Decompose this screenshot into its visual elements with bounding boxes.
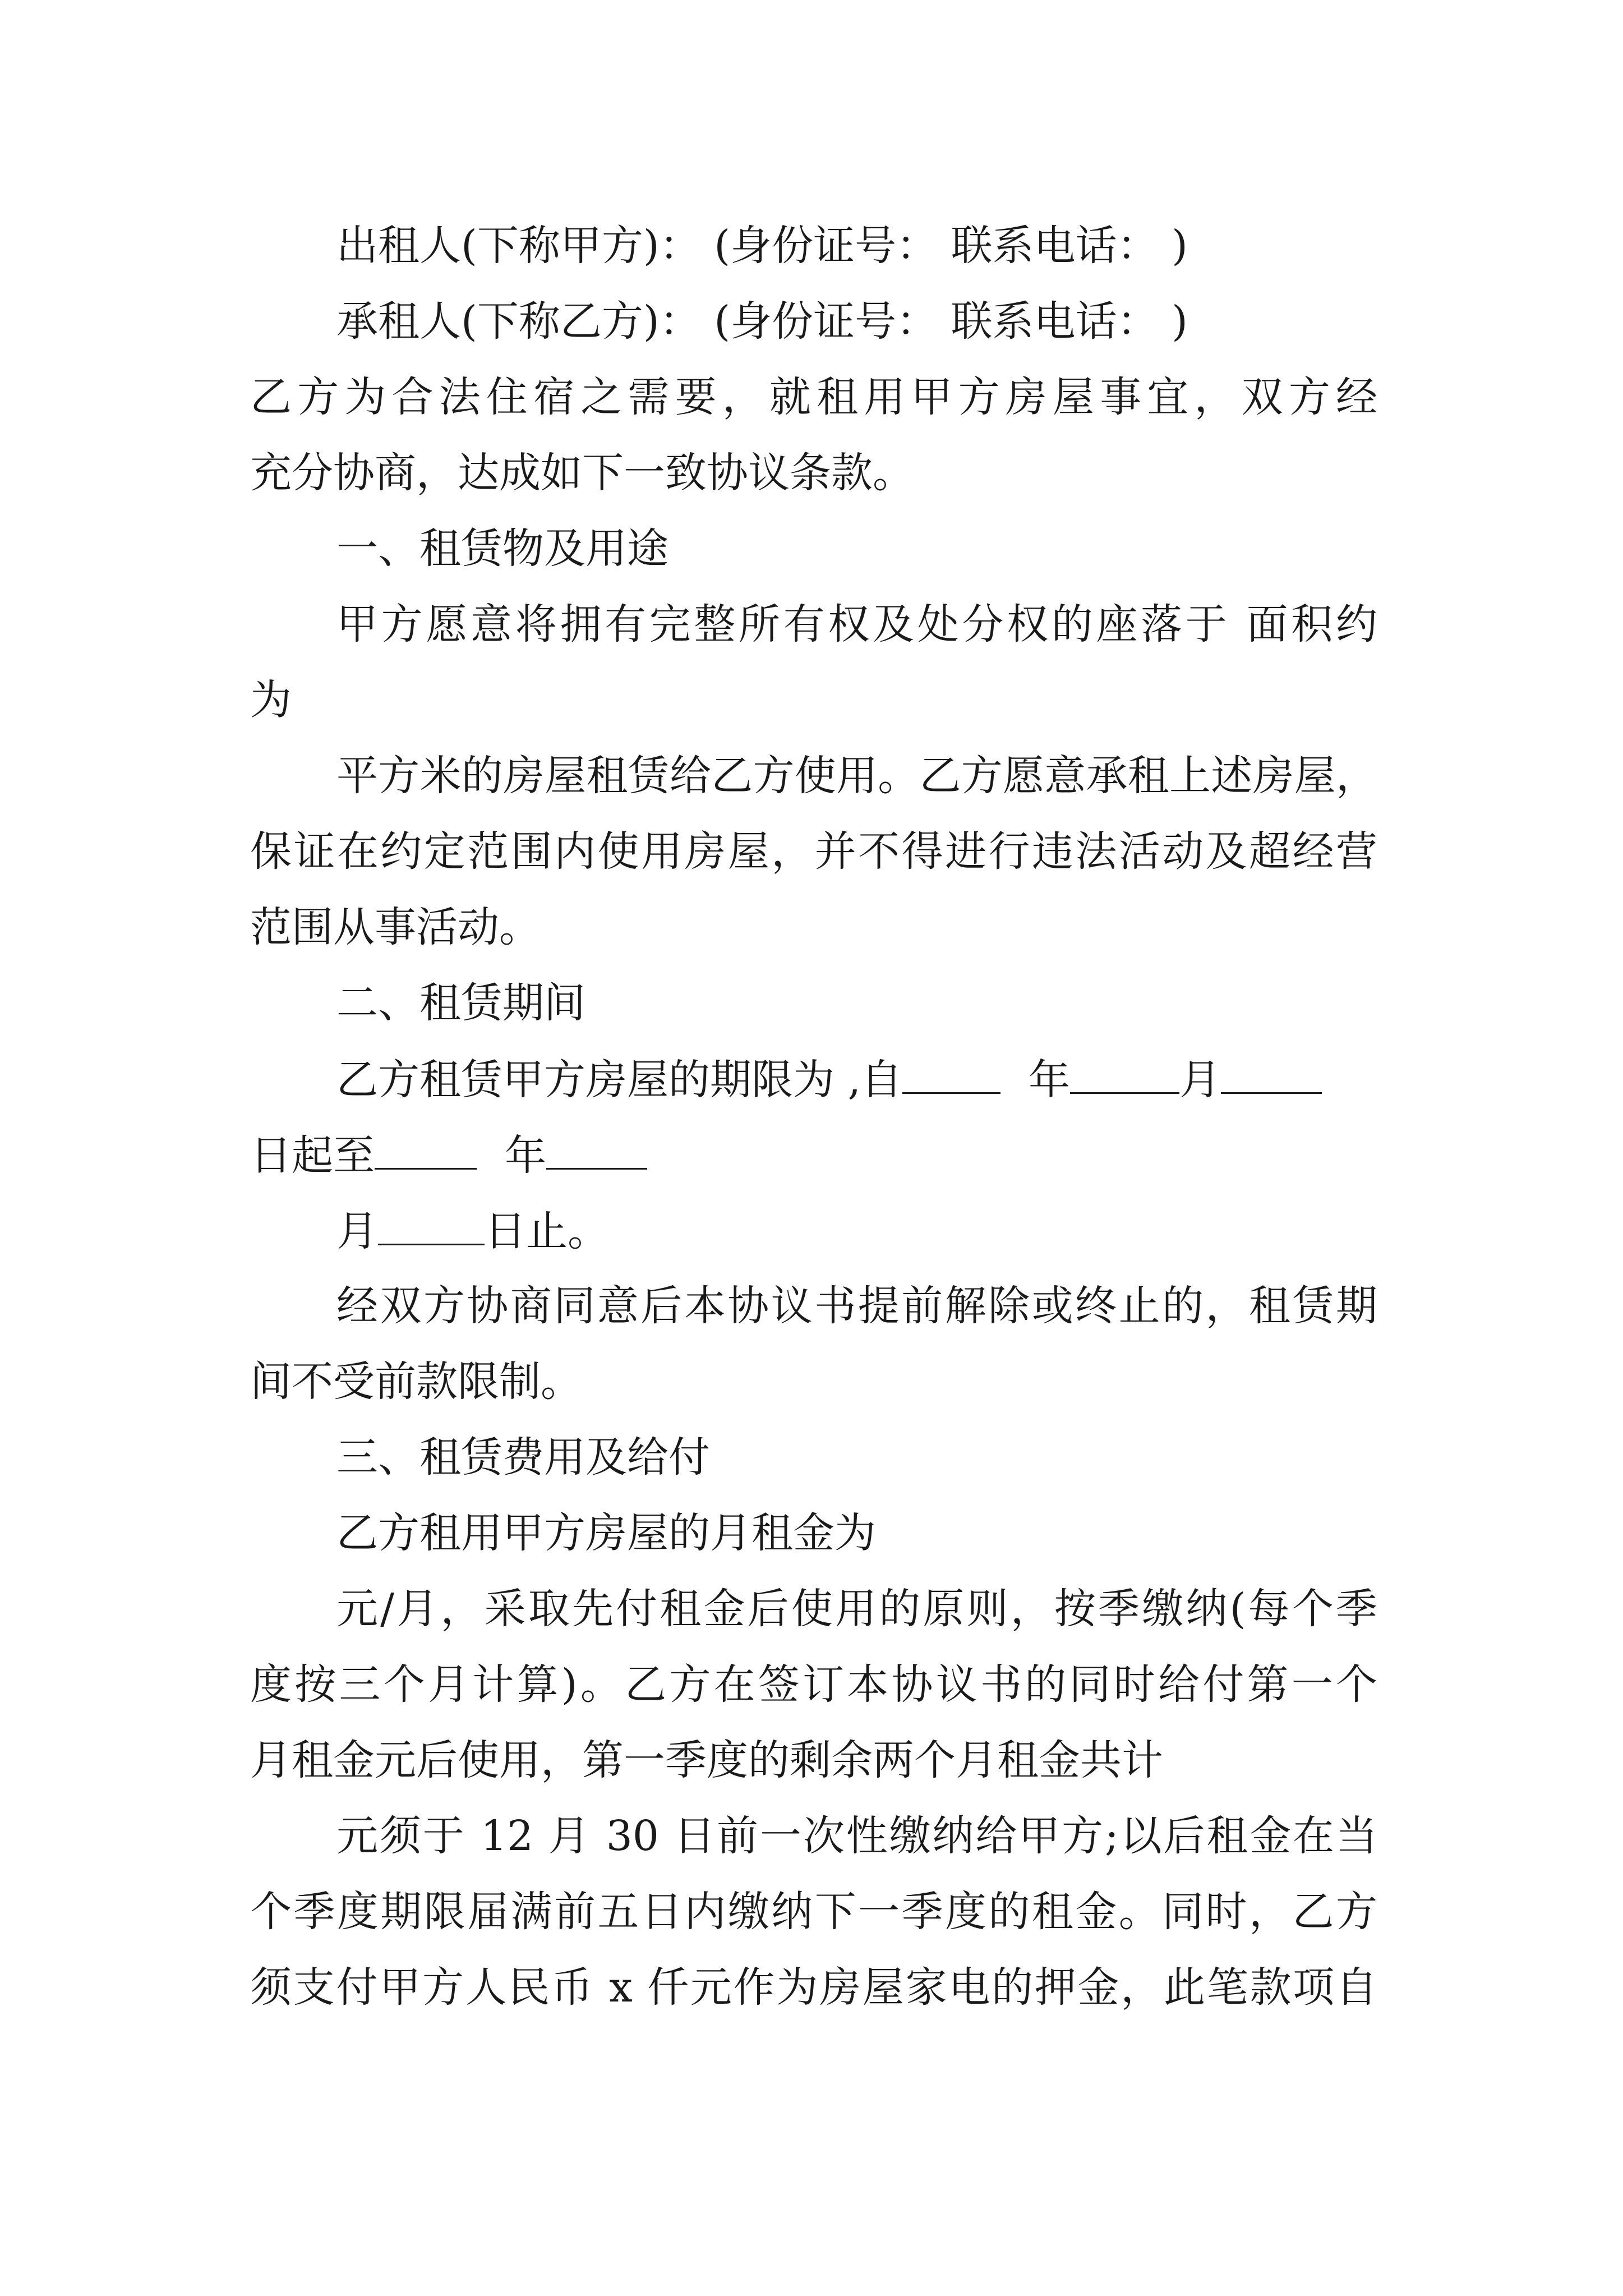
- year-label: 年: [505, 1131, 546, 1180]
- blank-month-end: [546, 1126, 647, 1170]
- section-heading-3: 三、租赁费用及给付: [336, 1433, 710, 1481]
- lessee-line: 承租人(下称乙方)： (身份证号： 联系电话： ): [336, 297, 1188, 346]
- blank-year-start: [902, 1051, 1000, 1094]
- paragraph-line: 保证在约定范围内使用房屋，并不得进行违法活动及超经营: [250, 827, 1377, 876]
- lessor-line: 出租人(下称甲方)： (身份证号： 联系电话： ): [336, 222, 1188, 270]
- paragraph-line: 月租金元后使用，第一季度的剩余两个月租金共计: [250, 1736, 1163, 1784]
- paragraph-line: 范围从事活动。: [250, 903, 541, 951]
- year-label: 年: [1029, 1056, 1071, 1104]
- month-label: 月: [1179, 1056, 1221, 1104]
- lease-end-text: 日起至: [250, 1131, 375, 1180]
- blank-year-end: [375, 1126, 477, 1170]
- paragraph-line: 甲方愿意将拥有完整所有权及处分权的座落于 面积约: [336, 600, 1377, 648]
- month-label: 月: [336, 1207, 378, 1255]
- paragraph-line: 乙方为合法住宿之需要，就租用甲方房屋事宜，双方经: [250, 373, 1377, 421]
- section-heading-2: 二、租赁期间: [336, 979, 585, 1027]
- paragraph-line: 平方米的房屋租赁给乙方使用。乙方愿意承租上述房屋，: [336, 752, 1377, 800]
- paragraph-line: 须支付甲方人民币 x 仟元作为房屋家电的押金，此笔款项自: [250, 1963, 1377, 2012]
- paragraph-line: 间不受前款限制。: [250, 1358, 582, 1406]
- blank-month-start: [1070, 1051, 1179, 1094]
- paragraph-line: 充分协商，达成如下一致协议条款。: [250, 449, 914, 497]
- lease-period-end-day-line: [336, 1202, 609, 1259]
- paragraph-line: 度按三个月计算)。乙方在签订本协议书的同时给付第一个: [250, 1660, 1377, 1709]
- blank-day-start: [1221, 1051, 1322, 1094]
- day-end-text: 日止。: [485, 1207, 609, 1255]
- paragraph-line: 元/月，采取先付租金后使用的原则，按季缴纳(每个季: [336, 1585, 1377, 1633]
- section-heading-1: 一、租赁物及用途: [336, 524, 668, 573]
- paragraph-line: 为: [250, 676, 292, 724]
- lease-period-line: [336, 1051, 1322, 1108]
- paragraph-line: 元须于 12 月 30 日前一次性缴纳给甲方;以后租金在当: [336, 1812, 1377, 1860]
- paragraph-line: 经双方协商同意后本协议书提前解除或终止的，租赁期: [336, 1282, 1377, 1330]
- paragraph-line: 个季度期限届满前五日内缴纳下一季度的租金。同时，乙方: [250, 1888, 1377, 1936]
- paragraph-line: 乙方租用甲方房屋的月租金为: [336, 1509, 876, 1557]
- blank-day-end: [378, 1202, 485, 1245]
- lease-period-text: 乙方租赁甲方房屋的期限为 ,自: [336, 1056, 903, 1104]
- lease-period-end-line: [250, 1126, 647, 1184]
